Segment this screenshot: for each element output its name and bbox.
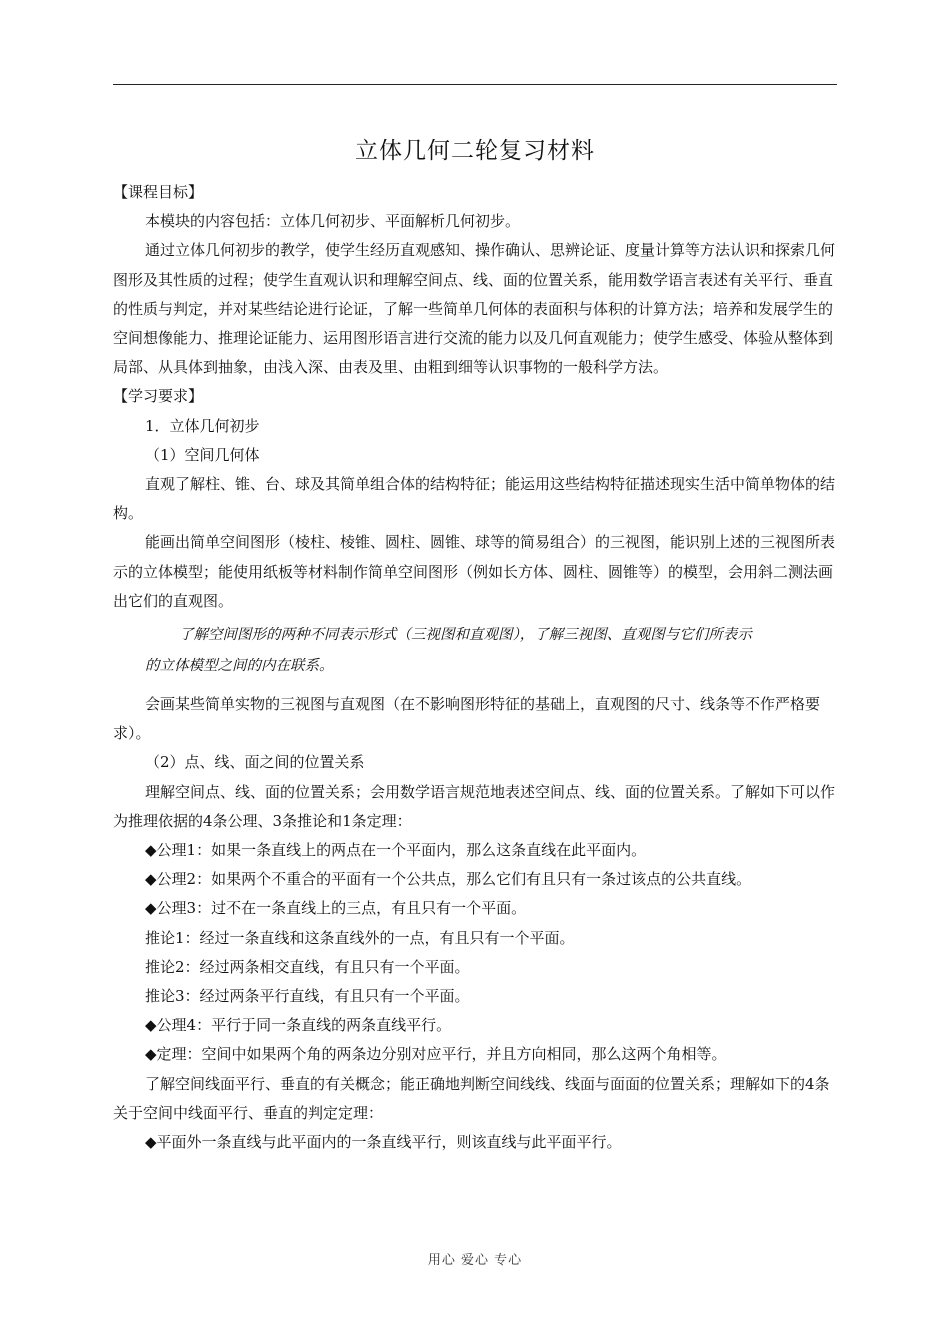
paragraph-handwritten-line1: 了解空间图形的两种不同表示形式（三视图和直观图），了解三视图、直观图与它们所表示 <box>179 627 752 644</box>
axiom-item: ◆公理1：如果一条直线上的两点在一个平面内，那么这条直线在此平面内。 <box>145 841 647 860</box>
section-heading-requirements: 【学习要求】 <box>113 387 204 406</box>
corollary-item: 推论1：经过一条直线和这条直线外的一点，有且只有一个平面。 <box>145 928 575 947</box>
paragraph: 能画出简单空间图形（棱柱、棱锥、圆柱、圆锥、球等的简易组合）的三视图，能识别上述的三视图所表示的立体模型；能使用纸板等材料制作简单空间图形（例如长方体、圆柱、圆锥等）的模型，会用斜二测法画出它们的直观图。 <box>113 533 836 610</box>
axiom-item: ◆公理3：过不在一条直线上的三点，有且只有一个平面。 <box>145 899 527 918</box>
axiom-item: ◆公理2：如果两个不重合的平面有一个公共点，那么它们有且只有一条过该点的公共直线。 <box>145 870 752 889</box>
theorem-item: ◆定理：空间中如果两个角的两条边分别对应平行，并且方向相同，那么这两个角相等。 <box>145 1045 727 1064</box>
criterion-item: ◆平面外一条直线与此平面内的一条直线平行，则该直线与此平面平行。 <box>145 1133 622 1152</box>
paragraph: 直观了解柱、锥、台、球及其简单组合体的结构特征；能运用这些结构特征描述现实生活中简单物体的结构。 <box>113 475 836 523</box>
page-footer: 用心 爱心 专心 <box>427 1253 523 1268</box>
document-title: 立体几何二轮复习材料 <box>355 138 595 164</box>
paragraph: 理解空间点、线、面的位置关系；会用数学语言规范地表述空间点、线、面的位置关系。了解如下可以作为推理依据的4条公理、3条推论和1条定理： <box>113 782 836 830</box>
corollary-item: 推论2：经过两条相交直线，有且只有一个平面。 <box>145 957 470 976</box>
document-body <box>113 178 837 1157</box>
paragraph: 会画某些简单实物的三视图与直观图（在不影响图形特征的基础上，直观图的尺寸、线条等不作严格要求）。 <box>113 695 821 743</box>
section-heading-goals: 【课程目标】 <box>113 183 204 201</box>
corollary-item: 推论3：经过两条平行直线，有且只有一个平面。 <box>145 987 470 1006</box>
paragraph: 通过立体几何初步的教学，使学生经历直观感知、操作确认、思辨论证、度量计算等方法认识和探索几何图形及其性质的过程；使学生直观认识和理解空间点、线、面的位置关系，能用数学语言表述有关平行、垂直的性质与判定，并对某些结论进行论证，了解一些简单几何体的表面积与体积的计算方法；培养和发展学生的空间想像能力、推理论证能力、运用图形语言进行交流的能力以及几何直观能力；使学生感受、体验从整体到局部、从具体到抽象，由浅入深、由表及里、由粗到细等认识事物的一般科学方法。 <box>113 241 836 377</box>
header-rule <box>113 84 837 85</box>
subheading: （1）空间几何体 <box>145 445 260 464</box>
subheading: 1．立体几何初步 <box>145 416 260 435</box>
subheading: （2）点、线、面之间的位置关系 <box>145 753 365 772</box>
axiom-item: ◆公理4：平行于同一条直线的两条直线平行。 <box>145 1016 452 1035</box>
paragraph: 了解空间线面平行、垂直的有关概念；能正确地判断空间线线、线面与面面的位置关系；理解如下的4条关于空间中线面平行、垂直的判定定理： <box>113 1074 830 1122</box>
paragraph-handwritten-line2: 的立体模型之间的内在联系。 <box>145 658 334 675</box>
paragraph: 本模块的内容包括：立体几何初步、平面解析几何初步。 <box>145 212 521 231</box>
